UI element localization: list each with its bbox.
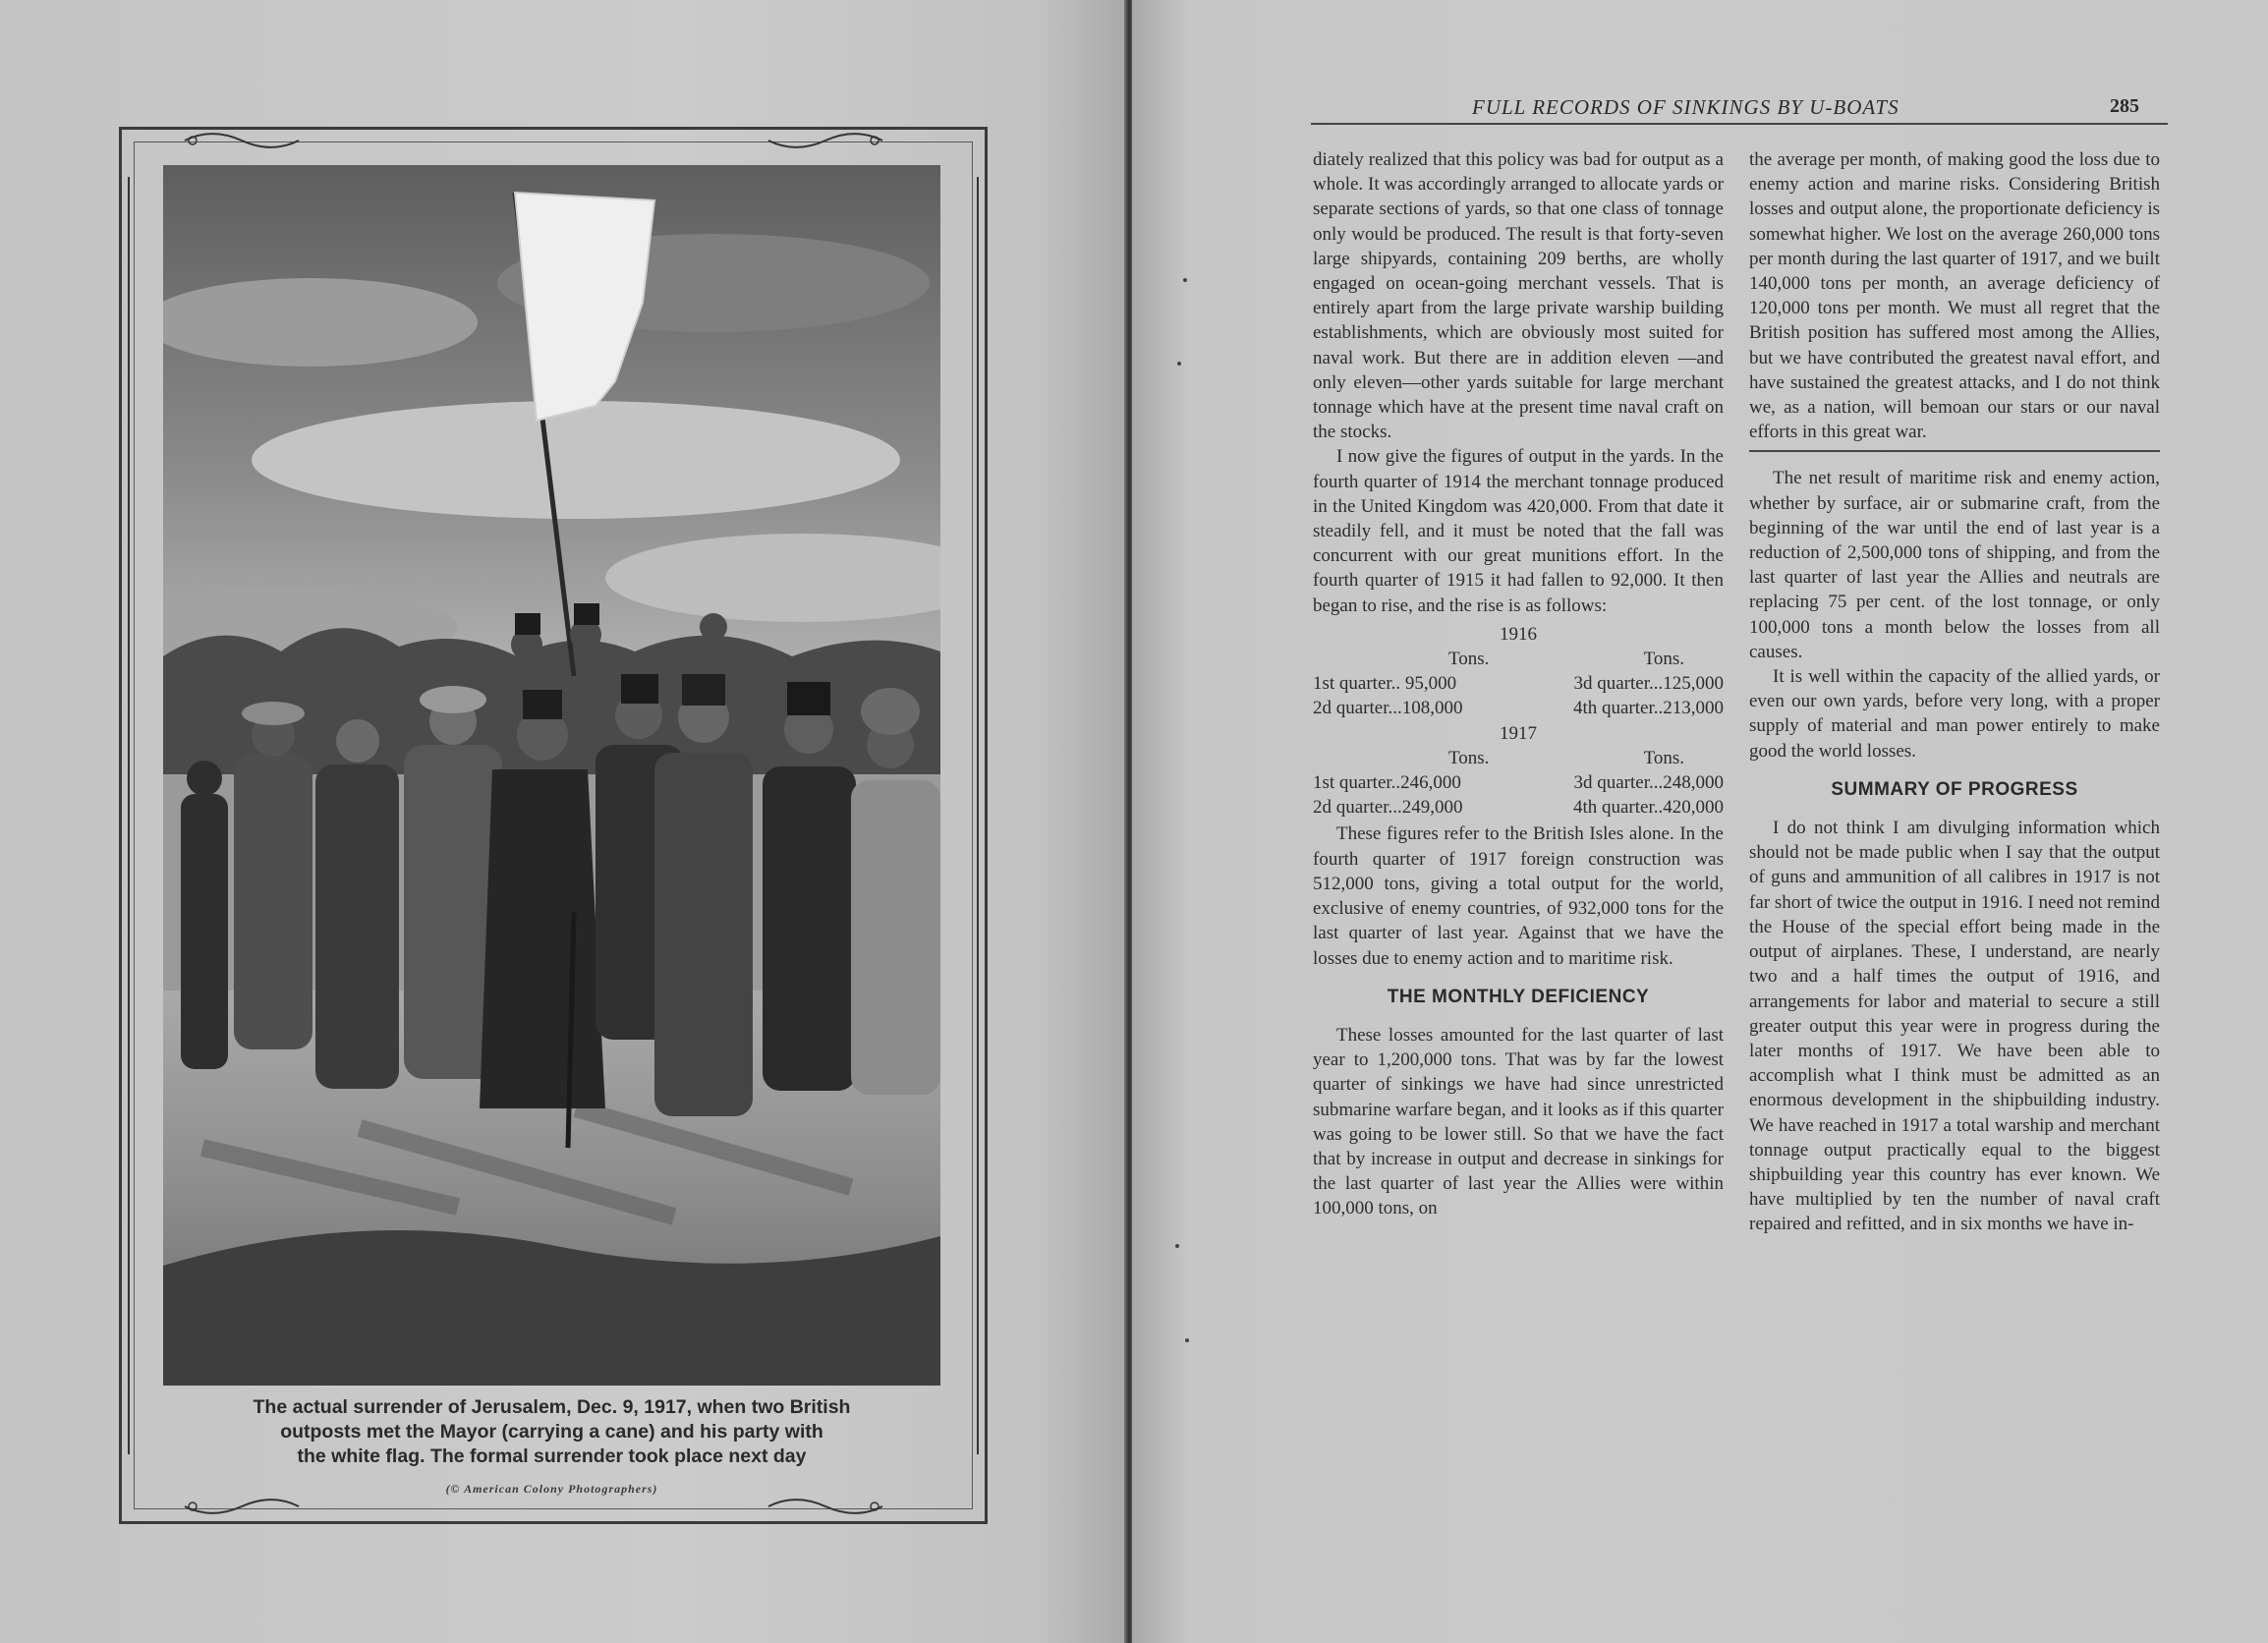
scroll-ornament-icon — [766, 130, 884, 151]
frame-rule — [128, 177, 130, 1454]
frame-rule — [977, 177, 979, 1454]
tons-label: Tons. — [1448, 649, 1490, 670]
table-cell: 3d quarter...125,000 — [1573, 673, 1724, 695]
paragraph: I do not think I am divulging information which should not be made public when I say that the output of guns and ammunition of all calibres in 1917 is not far short of twice the output in 1916. I need not remind the House of the special effort being made in the output of airplanes. These, I understand, are nearly two and a half times the output of 1916, and arrangements for labor and material to secure a still greater output this year were in progress during the later months of 1917. We have been able to accomplish what I think must be admitted as an enormous development in the shipbuilding industry. We have reached in 1917 a total warship and merchant tonnage output practically equal to the biggest shipbuilding year this country has ever known. We have multiplied by ten the number of naval craft repaired and refitted, and in six months we have in- — [1749, 818, 2160, 1235]
paragraph: These losses amounted for the last quarter of last year to 1,200,000 tons. That was by far the lowest quarter of sinkings we have had since unrestricted submarine warfare began, and it looks as if this quarter was going to be lower still. So that we have the fact that by increase in output and decrease in sinkings for the last quarter of last year the Allies were within 100,000 tons, on — [1313, 1024, 1724, 1219]
output-table — [1313, 622, 1724, 821]
page-speck — [1185, 1338, 1189, 1342]
table-cell: 4th quarter..420,000 — [1572, 797, 1724, 819]
table-header — [1313, 647, 1724, 671]
section-heading: THE MONTHLY DEFICIENCY — [1387, 986, 1650, 1007]
text-column-left — [1313, 147, 1724, 1221]
tons-label: Tons. — [1448, 747, 1490, 768]
scroll-ornament-icon — [766, 1496, 884, 1517]
photo-credit: (© American Colony Photographers) — [445, 1482, 658, 1496]
table-year: 1917 — [1500, 722, 1537, 744]
table-cell: 2d quarter...108,000 — [1313, 698, 1463, 719]
table-year: 1916 — [1500, 623, 1537, 645]
paragraph: I now give the figures of output in the yards. In the fourth quarter of 1914 the merchant tonnage produced in the United Kingdom was 420,000. From that date it steadily fell, and it must be noted that the fall was concurrent with our great munitions effort. In the fourth quarter of 1915 it had fallen to 92,000. It then began to rise, and the rise is as follows: — [1313, 446, 1724, 616]
page-number: 285 — [2110, 95, 2139, 117]
page-speck — [1177, 362, 1181, 366]
photo-caption — [163, 1395, 940, 1469]
paragraph: The net result of maritime risk and enemy action, whether by surface, air or submarine craft, from the beginning of the war until the end of last year is a reduction of 2,500,000 tons of shipping, and from the last quarter of last year the Allies and neutrals are replacing 75 per cent. of the lost tonnage, or only 100,000 tons a month below the losses from all causes. — [1749, 468, 2160, 662]
caption-line: the white flag. The formal surrender took place next day — [297, 1445, 807, 1467]
scroll-ornament-icon — [183, 130, 301, 151]
table-header — [1313, 746, 1724, 770]
table-cell: 1st quarter..246,000 — [1313, 772, 1461, 794]
page-speck — [1175, 1244, 1179, 1248]
table-row — [1313, 770, 1724, 795]
photo-image — [163, 165, 940, 1386]
paragraph: the average per month, of making good the loss due to enemy action and marine risks. Considering British losses and output alone, the proportionate deficiency is somewhat higher. We lost on the average 260,000 tons per month during the last quarter of 1917, and we built 140,000 tons per month, an average deficiency of 120,000 tons per month. We must all regret that the British position has suffered most among the Allies, but we have contributed the greatest naval effort, and have sustained the greatest attacks, and I do not think we, as a nation, will bemoan our stars or our naval efforts in this great war. — [1749, 149, 2160, 443]
header-rule — [1311, 123, 2168, 125]
column-divider-rule — [1749, 450, 2160, 452]
table-cell: 1st quarter.. 95,000 — [1313, 673, 1457, 695]
table-row — [1313, 696, 1724, 720]
surrender-photograph — [163, 165, 940, 1386]
section-heading: SUMMARY OF PROGRESS — [1831, 778, 2078, 800]
paragraph: diately realized that this policy was bad for output as a whole. It was accordingly arranged to allocate yards or separate sections of yards, so that one class of tonnage only would be produced. The result is that forty-seven large shipyards, containing 209 berths, are wholly engaged on ocean-going merchant vessels. That is entirely apart from the large private warship building establishments, which are obviously most suited for naval work. But there are in addition eleven —and only eleven—other yards suitable for large merchant tonnage which have at the present time naval craft on the stocks. — [1313, 149, 1724, 443]
table-cell: 3d quarter...248,000 — [1573, 772, 1724, 794]
scroll-ornament-icon — [183, 1496, 301, 1517]
text-column-right — [1749, 147, 2160, 1237]
left-page — [0, 0, 1128, 1643]
running-head: FULL RECORDS OF SINKINGS BY U-BOATS — [1472, 95, 1899, 119]
caption-line: outposts met the Mayor (carrying a cane) and his party with — [280, 1421, 823, 1443]
caption-line: The actual surrender of Jerusalem, Dec. 9, 1917, when two British — [253, 1396, 851, 1418]
paragraph: It is well within the capacity of the allied yards, or even our own yards, before very long, with a proper supply of material and man power entirely to make good the world losses. — [1749, 666, 2160, 762]
table-row — [1313, 671, 1724, 696]
page-speck — [1183, 278, 1187, 282]
table-cell: 4th quarter..213,000 — [1572, 698, 1724, 719]
tons-label: Tons. — [1643, 649, 1684, 670]
table-cell: 2d quarter...249,000 — [1313, 797, 1463, 819]
paragraph: These figures refer to the British Isles alone. In the fourth quarter of 1917 foreign construction was 512,000 tons, giving a total output for the world, exclusive of enemy countries, of 932,000 tons for the last quarter of last year. Against that we have the losses due to enemy action and to maritime risk. — [1313, 823, 1724, 969]
table-row — [1313, 795, 1724, 820]
tons-label: Tons. — [1643, 747, 1684, 768]
